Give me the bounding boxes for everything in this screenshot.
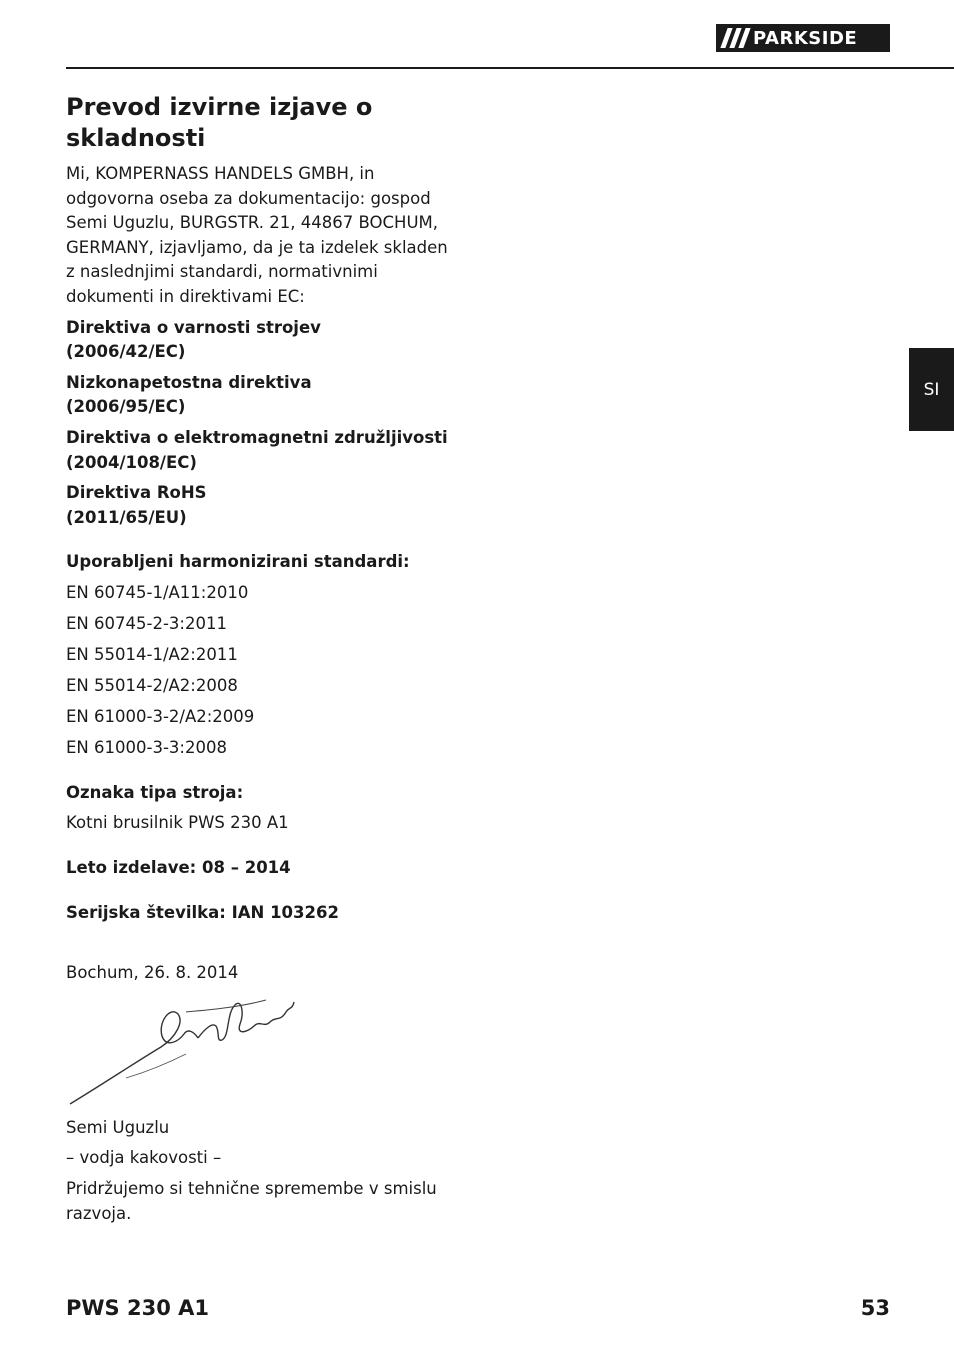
logo-stripes <box>724 28 747 48</box>
logo-text: PARKSIDE <box>753 27 858 49</box>
page-number: 53 <box>860 1296 890 1320</box>
directive-name: Nizkonapetostna direktiva <box>66 372 312 392</box>
standards-list <box>66 581 456 761</box>
type-heading: Oznaka tipa stroja: <box>66 782 244 802</box>
signature-image <box>66 992 296 1110</box>
place-date: Bochum, 26. 8. 2014 <box>66 963 239 983</box>
standard-item: EN 55014-2/A2:2008 <box>66 676 238 696</box>
footer-model: PWS 230 A1 <box>66 1296 210 1320</box>
disclaimer-note: Pridržujemo si tehnične spremembe v smislu razvoja. <box>66 1178 437 1223</box>
directive-code: (2004/108/EC) <box>66 452 197 472</box>
directive-name: Direktiva o varnosti strojev <box>66 317 321 337</box>
directive-block <box>66 371 456 420</box>
signer-role: – vodja kakovosti – <box>66 1148 222 1168</box>
language-tab <box>909 348 954 431</box>
standard-item: EN 61000-3-3:2008 <box>66 738 227 758</box>
standards-heading: Uporabljeni harmonizirani standardi: <box>66 552 410 572</box>
directive-block <box>66 426 456 475</box>
standard-item: EN 61000-3-2/A2:2009 <box>66 707 255 727</box>
standard-item: EN 60745-2-3:2011 <box>66 614 227 634</box>
directive-name: Direktiva o elektromagnetni združljivosti <box>66 427 448 447</box>
standard-item: EN 55014-1/A2:2011 <box>66 645 238 665</box>
signer-name: Semi Uguzlu <box>66 1117 170 1137</box>
production-year: Leto izdelave: 08 – 2014 <box>66 858 291 877</box>
directive-code: (2011/65/EU) <box>66 507 187 527</box>
page-title: Prevod izvirne izjave o skladnosti <box>66 93 373 152</box>
type-value: Kotni brusilnik PWS 230 A1 <box>66 813 289 833</box>
directive-block <box>66 481 456 530</box>
directive-code: (2006/95/EC) <box>66 397 186 417</box>
intro-paragraph: Mi, KOMPERNASS HANDELS GMBH, in odgovorna oseba za dokumentacijo: gospod Semi Uguzlu, BURGSTR. 21, 44867 BOCHUM, GERMANY, izjavljamo, da je ta izdelek skladen z naslednjimi standardi, normativnimi dokumenti in direktivami EC: <box>66 164 448 306</box>
directive-name: Direktiva RoHS <box>66 483 207 503</box>
directive-block <box>66 316 456 365</box>
parkside-logo <box>716 24 890 52</box>
serial-number: Serijska številka: IAN 103262 <box>66 902 339 922</box>
header-rule <box>66 67 954 69</box>
language-tab-label: SI <box>923 379 940 400</box>
directive-code: (2006/42/EC) <box>66 342 186 362</box>
declaration-column <box>66 92 456 1226</box>
standard-item: EN 60745-1/A11:2010 <box>66 583 249 603</box>
